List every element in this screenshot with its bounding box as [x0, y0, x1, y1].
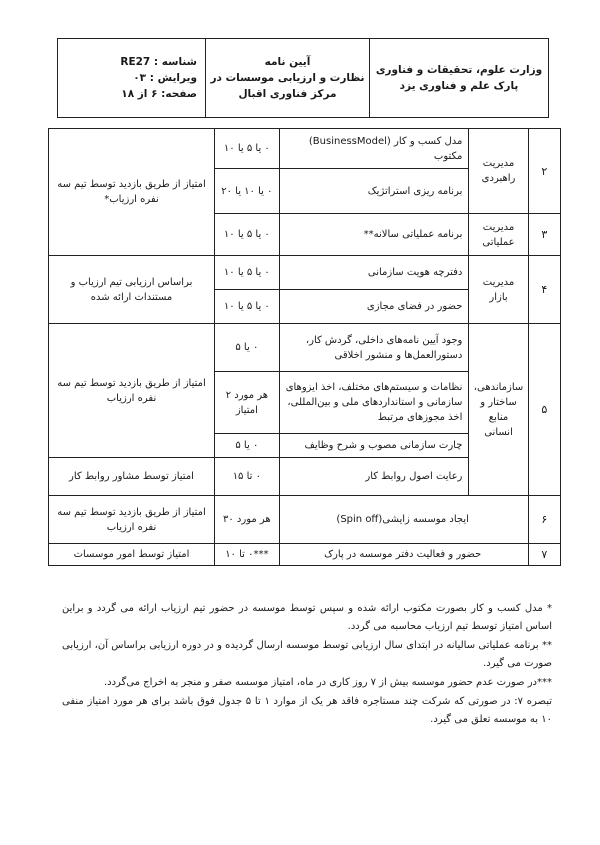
score-cell: ۰ تا ۱۵: [215, 458, 280, 496]
footnote: * مدل کسب و کار بصورت مکتوب ارائه شده و سپس توسط موسسه در حضور تیم ارزیاب ارائه می گردد و براین اساس امتیاز توسط تیم ارزیاب محاسبه می گردد.: [62, 603, 552, 632]
item-cell: برنامه ریزی استراتژیک: [279, 169, 469, 214]
row-number: ۷: [528, 544, 560, 566]
score-cell: ۰ یا ۵ یا ۱۰: [215, 214, 280, 256]
page-label: صفحه:: [161, 88, 197, 100]
item-cell: رعایت اصول روابط کار: [279, 458, 469, 496]
score-cell: ۰ یا ۵ یا ۱۰: [215, 290, 280, 324]
score-cell: هر مورد ۲ امتیاز: [215, 372, 280, 434]
revision-line: [62, 70, 197, 86]
footnote: ***در صورت عدم حضور موسسه بیش از ۷ روز کاری در ماه، امتیاز موسسه صفر و منجر به اخراج می‌گردد.: [103, 677, 552, 688]
item-cell: حضور در فضای مجازی: [279, 290, 469, 324]
footnote: تبصره ۷: در صورتی که شرکت چند مستاجره فاقد هر یک از موارد ۱ تا ۵ جدول فوق باشد برای هر مورد امتیاز منفی ۱۰ به موسسه تعلق می گیرد.: [62, 696, 552, 725]
score-cell: ***۰ تا ۱۰: [215, 544, 280, 566]
method-cell: امتیاز از طریق بازدید توسط تیم سه نفره ارزیاب: [49, 324, 215, 458]
item-cell: چارت سازمانی مصوب و شرح وظایف: [279, 434, 469, 458]
revision-value: ۰۳: [133, 72, 147, 84]
score-cell: ۰ یا ۵ یا ۱۰: [215, 129, 280, 169]
row-number: ۵: [528, 324, 560, 496]
doc-id-label: شناسه :: [153, 56, 197, 68]
evaluation-table: [48, 128, 561, 566]
table-row: [49, 544, 561, 566]
doc-id-line: [62, 54, 197, 70]
row-number: ۶: [528, 496, 560, 544]
score-cell: ۰ یا ۵: [215, 324, 280, 372]
org-ministry: وزارت علوم، تحقیقات و فناوری: [375, 64, 543, 76]
table-row: [49, 256, 561, 290]
score-cell: هر مورد ۳۰: [215, 496, 280, 544]
item-cell: مدل کسب و کار (BusinessModel) مکتوب: [279, 129, 469, 169]
method-cell: امتیاز از طریق بازدید توسط تیم سه نفره ارزیاب: [49, 496, 215, 544]
item-cell: ایجاد موسسه زایشی(Spin off): [279, 496, 528, 544]
table-row: [49, 496, 561, 544]
revision-label: ویرایش :: [149, 72, 197, 84]
score-cell: ۰ یا ۵ یا ۱۰: [215, 256, 280, 290]
table-row: [49, 324, 561, 372]
row-number: ۴: [528, 256, 560, 324]
footnotes: [62, 600, 552, 730]
area-cell: مدیریت عملیاتی: [469, 214, 528, 256]
item-cell: حضور و فعالیت دفتر موسسه در پارک: [279, 544, 528, 566]
method-cell: امتیاز توسط مشاور روابط کار: [49, 458, 215, 496]
row-number: ۲: [528, 129, 560, 214]
method-cell: براساس ارزیابی تیم ارزیاب و مستندات ارائه شده: [49, 256, 215, 324]
regulation-center: مرکز فناوری اقبال: [238, 88, 337, 100]
regulation-title-cell: [206, 39, 370, 118]
area-cell: سازماندهی، ساختار و منابع انسانی: [469, 324, 528, 496]
footnote: ** برنامه عملیاتی سالیانه در ابتدای سال ارزیابی توسط موسسه ارسال گردیده و در دوره ارزیابی براساس آن، ارزیابی صورت می گیرد.: [62, 640, 552, 669]
area-cell: مدیریت راهبردی: [469, 129, 528, 214]
page-number-line: [62, 86, 197, 102]
item-cell: وجود آیین نامه‌های داخلی، گردش کار، دستورالعمل‌ها و منشور اخلاقی: [279, 324, 469, 372]
document-header: [57, 38, 549, 118]
item-cell: دفترچه هویت سازمانی: [279, 256, 469, 290]
org-park: پارک علم و فناوری یزد: [399, 80, 519, 92]
method-cell: امتیاز توسط امور موسسات: [49, 544, 215, 566]
document-meta-cell: [58, 39, 206, 118]
item-cell: نظامات و سیستم‌های مختلف، اخذ ایزوهای سازمانی و استانداردهای ملی و بین‌المللی، اخذ مجوزهای مرتبط: [279, 372, 469, 434]
score-cell: ۰ یا ۱۰ یا ۲۰: [215, 169, 280, 214]
regulation-label: آیین نامه: [264, 56, 311, 68]
doc-id-value: RE27: [120, 56, 151, 68]
item-cell: برنامه عملیاتی سالانه**: [279, 214, 469, 256]
area-cell: مدیریت بازار: [469, 256, 528, 324]
table-row: [49, 129, 561, 169]
regulation-subject: نظارت و ارزیابی موسسات در: [210, 72, 365, 84]
score-cell: ۰ یا ۵: [215, 434, 280, 458]
page-value: ۶ از ۱۸: [121, 88, 158, 100]
method-cell: امتیاز از طریق بازدید توسط تیم سه نفره ارزیاب*: [49, 129, 215, 256]
organization-cell: [370, 39, 549, 118]
row-number: ۳: [528, 214, 560, 256]
